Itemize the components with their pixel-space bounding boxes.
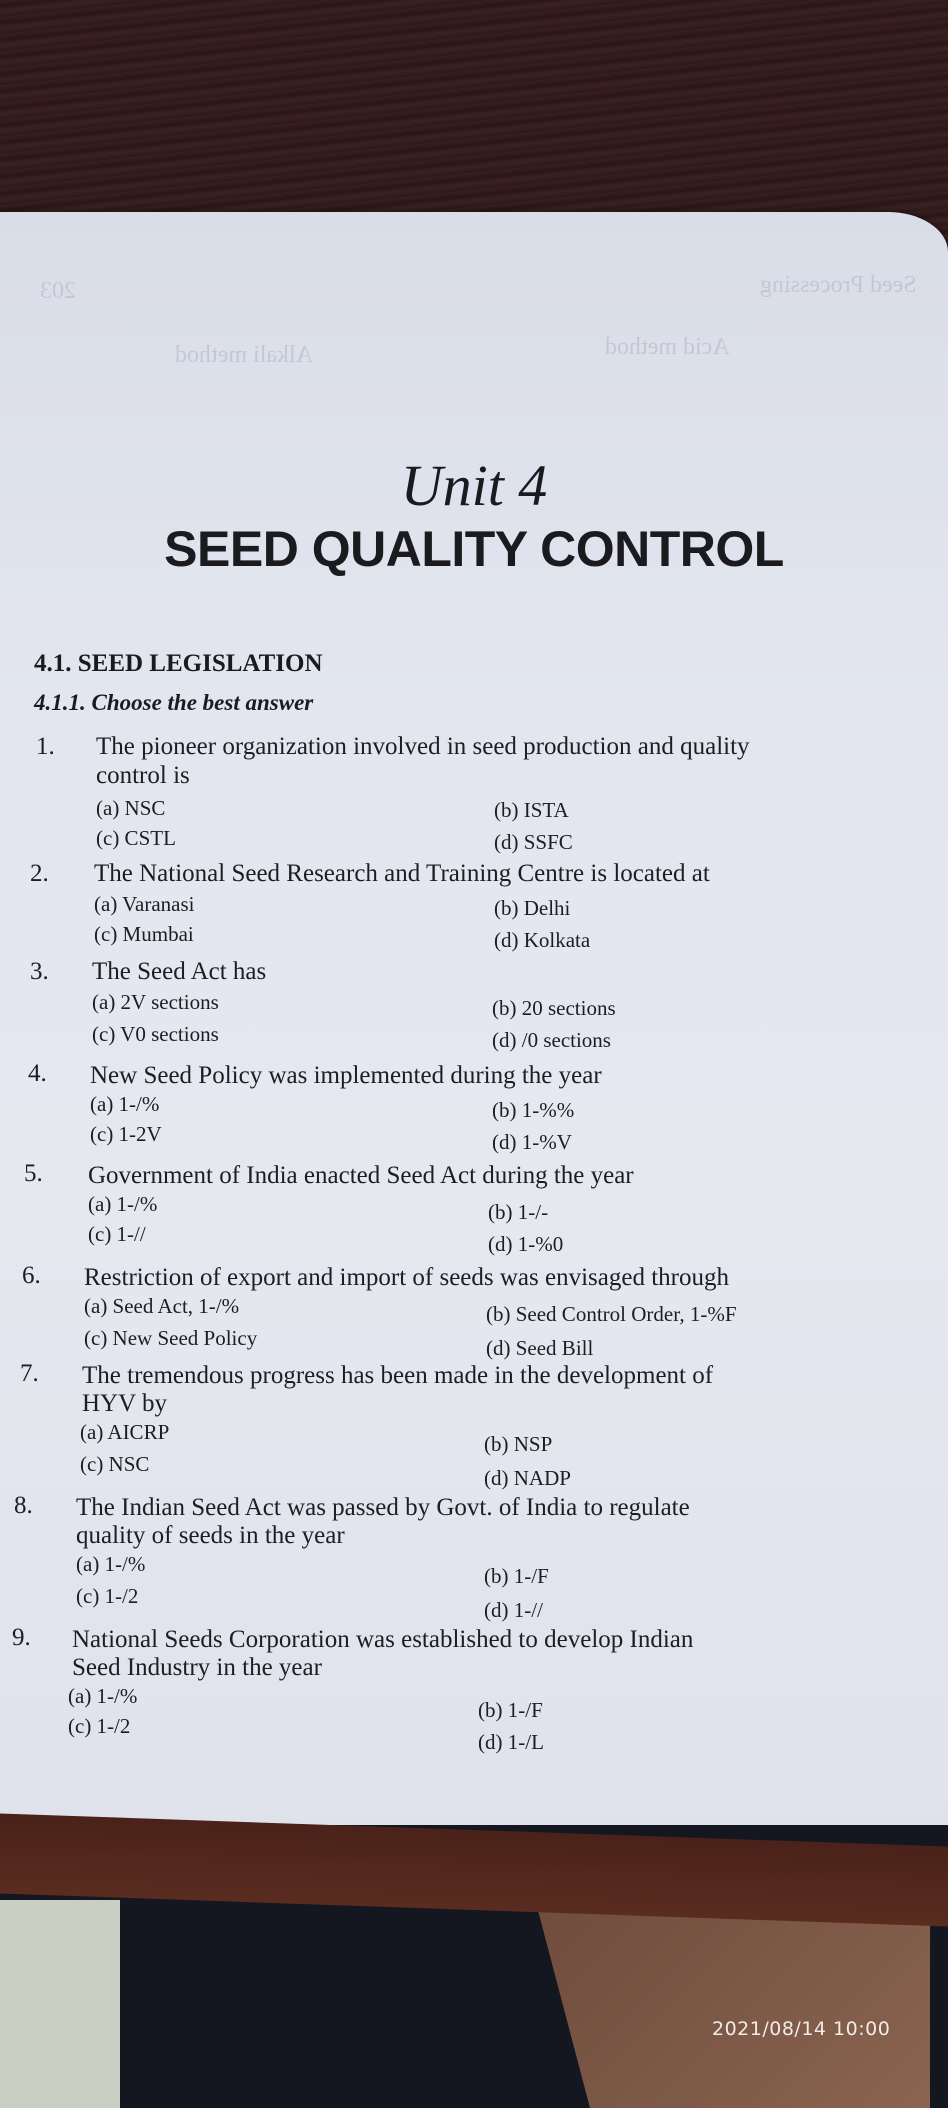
option-d: (d) /0 sections <box>492 1028 611 1052</box>
option-b: (b) 20 sections <box>492 996 616 1020</box>
option-c: (c) New Seed Policy <box>84 1326 258 1350</box>
question-text-line: The pioneer organization involved in seed production and quality <box>96 733 750 760</box>
question-number: 3. <box>30 958 49 985</box>
option-d: (d) Kolkata <box>494 928 591 952</box>
option-c: (c) NSC <box>80 1452 150 1476</box>
photo-timestamp: 2021/08/14 10:00 <box>712 2018 891 2040</box>
option-a: (a) 1-/% <box>68 1684 138 1708</box>
background-wall <box>0 1900 120 2108</box>
question-text-line: control is <box>96 762 190 789</box>
question-text-line: HYV by <box>82 1390 167 1417</box>
bleed-col1: Acid method <box>605 334 730 360</box>
bleed-page-number: 203 <box>40 278 76 304</box>
option-b: (b) 1-/F <box>478 1698 543 1722</box>
question-text-line: The National Seed Research and Training Centre is located at <box>94 860 710 887</box>
question-text-line: Seed Industry in the year <box>72 1654 322 1681</box>
bleed-header: Seed Processing <box>760 272 917 298</box>
option-c: (c) V0 sections <box>92 1022 219 1046</box>
table-surface-top <box>0 0 948 240</box>
bleed-col2: Alkali method <box>175 342 313 368</box>
question-number: 8. <box>14 1492 33 1519</box>
question-text-line: Restriction of export and import of seeds was envisaged through <box>84 1264 729 1291</box>
option-d: (d) 1-// <box>484 1598 543 1622</box>
subsection-heading: 4.1.1. Choose the best answer <box>34 690 314 715</box>
unit-title: Unit 4 <box>400 453 548 518</box>
question-number: 4. <box>28 1060 47 1087</box>
question-text-line: The tremendous progress has been made in the development of <box>82 1362 714 1389</box>
option-c: (c) Mumbai <box>94 922 194 946</box>
option-a: (a) 1-/% <box>88 1192 158 1216</box>
option-b: (b) Seed Control Order, 1-%F <box>486 1302 737 1326</box>
question-text-line: Government of India enacted Seed Act during the year <box>88 1162 634 1189</box>
option-a: (a) 1-/% <box>76 1552 146 1576</box>
option-a: (a) Varanasi <box>94 892 195 916</box>
option-d: (d) Seed Bill <box>486 1336 594 1360</box>
option-d: (d) 1-/L <box>478 1730 544 1754</box>
option-c: (c) 1-// <box>88 1222 146 1246</box>
question-number: 9. <box>12 1624 31 1651</box>
question-text-line: National Seeds Corporation was established to develop Indian <box>72 1626 694 1653</box>
option-c: (c) 1-/2 <box>68 1714 131 1738</box>
option-a: (a) 1-/% <box>90 1092 160 1116</box>
question-text-line: New Seed Policy was implemented during the year <box>90 1062 602 1089</box>
question-text-line: The Indian Seed Act was passed by Govt. of India to regulate <box>76 1494 690 1521</box>
option-b: (b) Delhi <box>494 896 571 920</box>
option-b: (b) 1-%% <box>492 1098 575 1122</box>
option-c: (c) 1-/2 <box>76 1584 139 1608</box>
section-heading: 4.1. SEED LEGISLATION <box>34 650 323 677</box>
option-c: (c) CSTL <box>96 826 176 850</box>
question-text-line: quality of seeds in the year <box>76 1522 345 1549</box>
option-a: (a) AICRP <box>80 1420 170 1444</box>
option-b: (b) 1-/- <box>488 1200 549 1224</box>
chapter-title: SEED QUALITY CONTROL <box>164 521 784 577</box>
option-a: (a) 2V sections <box>92 990 219 1014</box>
option-b: (b) 1-/F <box>484 1564 549 1588</box>
question-number: 1. <box>36 733 55 760</box>
option-d: (d) 1-%0 <box>488 1232 564 1256</box>
question-text-line: The Seed Act has <box>92 958 267 985</box>
question-number: 7. <box>20 1360 39 1387</box>
option-a: (a) Seed Act, 1-/% <box>84 1294 240 1318</box>
question-number: 6. <box>22 1262 41 1289</box>
option-d: (d) NADP <box>484 1466 571 1490</box>
option-d: (d) SSFC <box>494 830 573 854</box>
option-a: (a) NSC <box>96 796 166 820</box>
option-d: (d) 1-%V <box>492 1130 572 1154</box>
question-number: 2. <box>30 860 49 887</box>
question-number: 5. <box>24 1160 43 1187</box>
option-b: (b) ISTA <box>494 798 569 822</box>
option-c: (c) 1-2V <box>90 1122 162 1146</box>
option-b: (b) NSP <box>484 1432 553 1456</box>
